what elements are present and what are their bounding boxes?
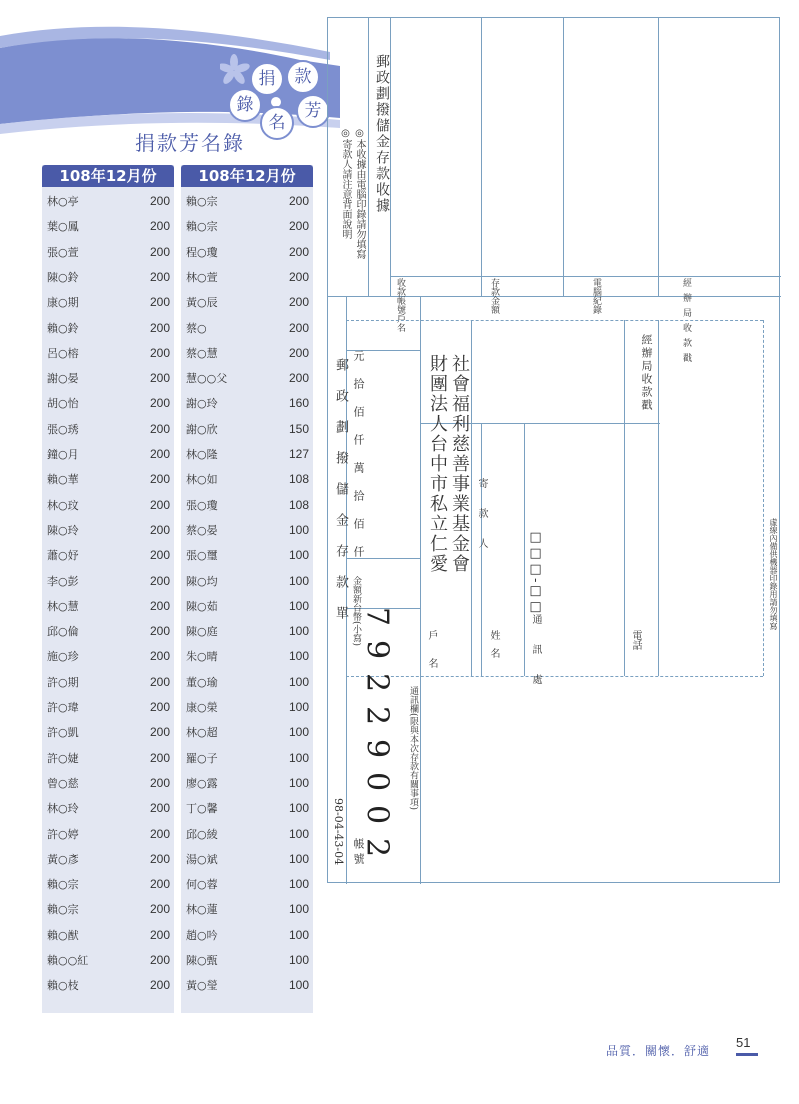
donor-name: 謝○欣 (186, 422, 218, 436)
donation-amount: 100 (288, 674, 309, 689)
donor-name: 胡○怡 (47, 397, 79, 411)
donor-row (42, 366, 174, 391)
donation-amount: 100 (288, 700, 309, 714)
divider (368, 18, 369, 296)
account-digit: 2 (359, 705, 395, 726)
donor-name: 陳○鈴 (47, 270, 79, 284)
account-digit: 9 (359, 738, 395, 759)
donor-name: 邱○倫 (47, 625, 79, 639)
donor-name: 鐘○月 (47, 448, 79, 461)
donor-row (42, 189, 174, 214)
donor-row (181, 569, 313, 594)
donation-amount: 100 (288, 775, 309, 790)
donor-row (181, 518, 313, 543)
donor-row (181, 493, 313, 518)
donor-name: 李○彭 (47, 574, 79, 588)
donation-amount: 200 (288, 219, 309, 234)
amount-unit: 佰 (352, 406, 365, 417)
name-label: 姓名 (488, 630, 499, 666)
donor-name: 林○亭 (47, 195, 79, 208)
donation-amount: 200 (149, 978, 170, 993)
donation-amount: 200 (149, 750, 170, 765)
donation-amount: 200 (149, 497, 170, 512)
donation-amount: 200 (149, 244, 170, 259)
donation-amount: 200 (288, 345, 309, 360)
divider (420, 296, 421, 884)
donor-row (181, 720, 313, 745)
divider (481, 18, 482, 296)
address-label: 通訊處 (530, 614, 541, 704)
donation-amount: 100 (288, 851, 309, 866)
donor-name: 賴○華 (47, 473, 79, 487)
dashed-divider (763, 320, 764, 676)
footer-slogan: 品質．關懷．舒適 (606, 1044, 711, 1058)
donor-row (181, 619, 313, 644)
donation-amount: 200 (288, 295, 309, 310)
divider (346, 558, 420, 559)
amount-label: 金額新台幣(小寫) (351, 576, 361, 647)
donation-amount: 200 (149, 573, 170, 588)
donor-row (42, 796, 174, 821)
donation-amount: 200 (149, 421, 170, 436)
amount-unit: 佰 (352, 518, 365, 529)
donation-amount: 200 (149, 877, 170, 892)
donation-amount: 108 (288, 472, 309, 487)
donation-amount: 200 (149, 649, 170, 664)
donor-name: 施○珍 (47, 650, 79, 664)
donor-name: 許○期 (47, 675, 79, 689)
donor-row (42, 973, 174, 998)
donation-amount: 100 (288, 522, 309, 537)
donation-amount: 100 (288, 927, 309, 942)
amount-unit: 拾 (352, 378, 365, 389)
donor-row (42, 493, 174, 518)
page-number: 51 (736, 1035, 751, 1050)
donation-amount: 100 (288, 573, 309, 588)
donation-amount: 200 (149, 396, 170, 411)
donor-row (181, 872, 313, 897)
donation-amount: 200 (149, 472, 170, 487)
donation-amount: 200 (149, 801, 170, 816)
donor-column (42, 165, 174, 1013)
column-header: 108年12月份 (181, 165, 313, 187)
receipt-field-label: 電腦紀錄 (591, 278, 601, 314)
account-digit: 9 (359, 639, 395, 660)
donor-row (42, 720, 174, 745)
notice-text: ◎本收據由電腦印錄請勿填寫 (354, 128, 365, 259)
donor-row (42, 543, 174, 568)
form-title: 郵政劃撥儲金存款單 (333, 358, 348, 637)
donation-amount: 100 (288, 598, 309, 613)
donor-row (181, 417, 313, 442)
donor-row (42, 644, 174, 669)
donation-amount: 100 (288, 953, 309, 967)
donation-amount: 200 (149, 194, 170, 208)
donation-amount: 200 (288, 371, 309, 386)
phone-label: 電話 (630, 630, 641, 650)
donor-name: 賴○宗 (186, 220, 218, 234)
postal-code-boxes: □□□-□□ (528, 530, 543, 616)
divider (563, 18, 564, 296)
donor-name: 許○凱 (47, 726, 79, 740)
receipt-title: 郵政劃撥儲金存款收據 (374, 54, 390, 214)
donation-amount: 200 (149, 674, 170, 689)
donor-row (181, 341, 313, 366)
badge-char: 款 (286, 60, 320, 94)
donor-name: 賴○鈴 (47, 321, 79, 335)
fine-print: 虛線內備供機器印錄用請勿填寫 (769, 518, 778, 630)
donation-amount: 100 (288, 750, 309, 765)
donor-row (181, 973, 313, 998)
account-digit: 0 (359, 804, 395, 825)
donation-amount: 200 (149, 522, 170, 537)
donation-amount: 100 (288, 877, 309, 892)
badge-char: 芳 (296, 94, 330, 128)
donor-name: 何○蓉 (186, 878, 218, 892)
donor-name: 曾○慈 (47, 776, 79, 790)
donor-row (42, 316, 174, 341)
donation-amount: 200 (149, 902, 170, 917)
dashed-divider (346, 676, 763, 677)
column-header: 108年12月份 (42, 165, 174, 187)
donor-name: 陳○玲 (47, 523, 79, 537)
donor-row (181, 644, 313, 669)
donor-name: 賴○枝 (47, 979, 79, 993)
amount-unit: 仟 (352, 546, 365, 557)
donation-amount: 100 (288, 548, 309, 563)
divider (524, 423, 525, 676)
sender-label: 寄款人 (476, 478, 487, 568)
receipt-field-label: 經辦局收款戳 (681, 278, 691, 368)
account-label: 帳號 (352, 838, 365, 868)
donor-row (181, 897, 313, 922)
donor-name: 黃○彥 (47, 852, 79, 866)
donor-row (181, 923, 313, 948)
donor-name: 湯○斌 (186, 852, 218, 866)
payee-name: 財團法人台中市私立仁愛 (427, 354, 448, 574)
receipt-field-label: 存款金額 (489, 278, 499, 314)
donor-name: 慧○○父 (186, 372, 228, 386)
donation-amount: 100 (288, 649, 309, 664)
donor-name: 丁○馨 (186, 802, 218, 816)
donor-row (42, 897, 174, 922)
donor-row (181, 847, 313, 872)
donor-name: 許○婷 (47, 827, 79, 841)
donation-amount: 200 (288, 320, 309, 335)
donor-name: 林○慧 (47, 599, 79, 613)
donor-row (42, 771, 174, 796)
donor-row (42, 695, 174, 720)
donation-amount: 200 (288, 269, 309, 284)
donor-row (181, 822, 313, 847)
donor-name: 張○璽 (186, 549, 218, 563)
donor-row (42, 948, 174, 973)
donor-row (42, 240, 174, 265)
account-digit: 0 (359, 771, 395, 792)
donor-row (181, 796, 313, 821)
donor-name: 朱○晴 (186, 650, 218, 664)
notice-text: ◎寄款人請注意背面說明 (340, 128, 351, 239)
donor-name: 林○玟 (47, 498, 79, 512)
donor-row (42, 518, 174, 543)
donor-row (181, 214, 313, 239)
donor-row (181, 391, 313, 416)
donor-row (181, 316, 313, 341)
donor-name: 林○如 (186, 473, 218, 487)
form-code: 98-04-43-04 (332, 798, 345, 866)
donor-row (42, 265, 174, 290)
donor-row (42, 569, 174, 594)
donor-name: 蔡○晏 (186, 523, 218, 537)
donor-name: 林○玲 (47, 802, 79, 816)
donation-amount: 200 (149, 371, 170, 386)
donor-name: 賴○宗 (47, 903, 79, 917)
donor-name: 董○瑜 (186, 675, 218, 689)
donor-name: 張○琇 (47, 422, 79, 436)
donation-amount: 100 (288, 624, 309, 639)
donor-name: 康○期 (47, 296, 79, 310)
amount-unit: 萬 (352, 462, 365, 473)
donor-row (181, 771, 313, 796)
amount-unit: 元 (352, 350, 365, 361)
amount-unit: 拾 (352, 490, 365, 501)
donor-name: 賴○猷 (47, 928, 79, 942)
donation-amount: 200 (149, 320, 170, 335)
donation-amount: 200 (149, 775, 170, 790)
footer-accent-bar (736, 1053, 758, 1056)
donation-amount: 100 (288, 902, 309, 917)
amount-unit: 仟 (352, 434, 365, 445)
donor-name: 蔡○ (186, 321, 207, 335)
donation-amount: 100 (288, 826, 309, 841)
donor-name: 蔡○慧 (186, 346, 218, 360)
donation-amount: 200 (149, 851, 170, 866)
donor-row (42, 746, 174, 771)
donor-row (42, 467, 174, 492)
donor-row (42, 341, 174, 366)
donor-row (181, 189, 313, 214)
donation-amount: 100 (288, 978, 309, 993)
donation-amount: 150 (288, 421, 309, 436)
account-digit: 2 (359, 672, 395, 693)
donor-row (42, 619, 174, 644)
donation-amount: 200 (149, 624, 170, 639)
donor-row (181, 594, 313, 619)
postal-transfer-form (327, 17, 780, 883)
donor-name: 賴○宗 (186, 195, 218, 208)
donor-name: 蕭○妤 (47, 549, 79, 563)
donor-row (181, 366, 313, 391)
donor-name: 葉○鳳 (47, 220, 79, 234)
donor-name: 林○超 (186, 726, 218, 740)
donor-row (42, 391, 174, 416)
donor-name: 邱○綾 (186, 827, 218, 841)
badge-char: 錄 (228, 88, 262, 122)
donation-amount: 200 (149, 725, 170, 740)
donor-name: 賴○○紅 (47, 954, 89, 967)
office-stamp-label: 經辦局收款戳 (640, 334, 653, 412)
donation-amount: 200 (149, 700, 170, 714)
donor-row (42, 872, 174, 897)
donor-row (181, 442, 313, 467)
account-digit: 2 (359, 837, 395, 858)
donation-amount: 200 (288, 194, 309, 208)
account-name-label: 戶名 (426, 630, 437, 686)
donor-name: 陳○庭 (186, 625, 218, 639)
donation-amount: 200 (149, 598, 170, 613)
donor-row (181, 467, 313, 492)
donation-amount: 200 (149, 548, 170, 563)
donor-name: 張○萱 (47, 245, 79, 259)
donor-name: 陳○茹 (186, 599, 218, 613)
donor-name: 程○瓊 (186, 245, 218, 259)
donor-name: 黃○瑩 (186, 979, 218, 993)
donation-amount: 100 (288, 801, 309, 816)
message-label: 通訊欄(限與本次存款有關事項) (408, 686, 418, 811)
page-title: 捐款芳名錄 (135, 131, 245, 155)
donor-row (42, 290, 174, 315)
divider (658, 18, 659, 296)
donor-row (42, 670, 174, 695)
donor-name: 張○瓊 (186, 498, 218, 512)
donor-row (42, 847, 174, 872)
donor-row (42, 923, 174, 948)
donation-amount: 200 (149, 219, 170, 234)
donor-name: 羅○子 (186, 751, 218, 765)
donation-amount: 200 (149, 447, 170, 461)
donor-name: 黃○辰 (186, 296, 218, 310)
donor-name: 林○萱 (186, 270, 218, 284)
donor-name: 趙○吟 (186, 928, 218, 942)
donor-name: 廖○露 (186, 776, 218, 790)
donation-amount: 200 (149, 927, 170, 942)
donation-amount: 200 (149, 953, 170, 967)
donor-row (42, 417, 174, 442)
donation-amount: 200 (149, 345, 170, 360)
donor-name: 許○瑋 (47, 701, 79, 714)
donor-row (181, 265, 313, 290)
divider (658, 320, 659, 676)
donor-row (181, 948, 313, 973)
donor-name: 林○隆 (186, 448, 218, 461)
badge-char: 捐 (250, 62, 284, 96)
donor-name: 許○婕 (47, 751, 79, 765)
donation-amount: 200 (149, 826, 170, 841)
donation-amount: 100 (288, 725, 309, 740)
donation-amount: 200 (288, 244, 309, 259)
donor-row (181, 746, 313, 771)
donor-name: 謝○晏 (47, 372, 79, 386)
donation-amount: 200 (149, 269, 170, 284)
dashed-divider (346, 320, 763, 321)
donor-name: 謝○玲 (186, 397, 218, 411)
donor-row (42, 214, 174, 239)
donor-row (181, 695, 313, 720)
receipt-field-label: 收款帳號戶名 (395, 278, 405, 332)
donor-column (181, 165, 313, 1013)
donor-name: 林○蓮 (186, 903, 218, 917)
donor-row (42, 594, 174, 619)
donor-name: 陳○甄 (186, 954, 218, 967)
donor-name: 呂○榕 (47, 346, 79, 360)
donor-name: 陳○均 (186, 574, 218, 588)
donor-row (181, 290, 313, 315)
payee-name: 社會福利慈善事業基金會 (449, 354, 470, 574)
donor-row (42, 822, 174, 847)
badge-char: 名 (260, 106, 294, 140)
divider (624, 320, 625, 676)
donor-name: 賴○宗 (47, 878, 79, 892)
donor-row (181, 543, 313, 568)
account-digit: 7 (359, 606, 395, 627)
donation-amount: 127 (288, 447, 309, 461)
divider (390, 276, 781, 277)
donation-amount: 200 (149, 295, 170, 310)
donor-name: 康○榮 (186, 701, 218, 714)
donor-row (42, 442, 174, 467)
donor-row (181, 240, 313, 265)
donation-amount: 160 (288, 396, 309, 411)
donation-amount: 108 (288, 497, 309, 512)
donor-row (181, 670, 313, 695)
